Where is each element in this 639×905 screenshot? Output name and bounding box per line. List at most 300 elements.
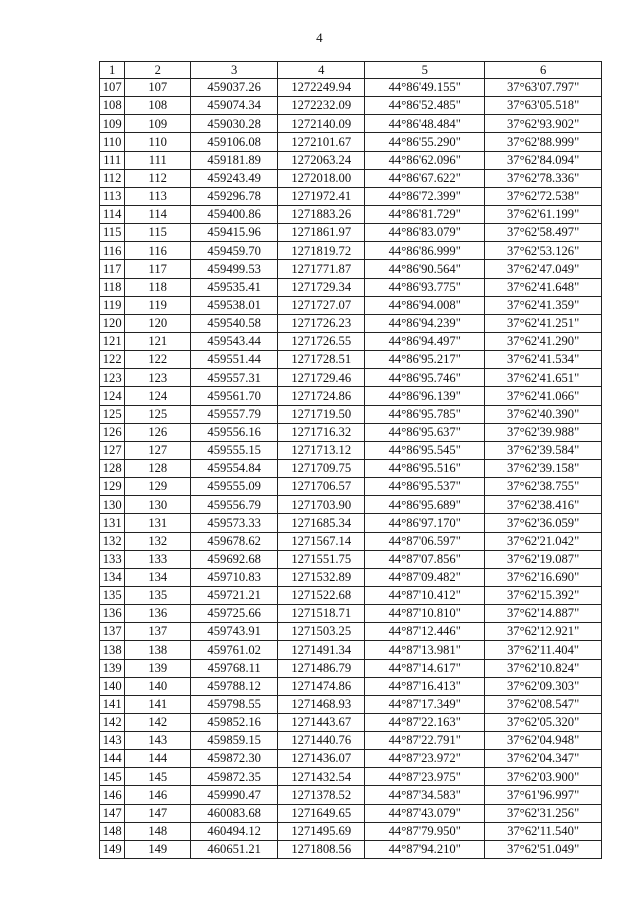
cell-longitude: 37°62'04.948" <box>485 732 602 750</box>
cell-x-coordinate: 459030.28 <box>191 115 278 133</box>
cell-point-label: 114 <box>125 205 191 223</box>
table-row <box>100 659 602 677</box>
cell-x-coordinate: 460083.68 <box>191 804 278 822</box>
cell-longitude: 37°62'16.690" <box>485 568 602 586</box>
cell-point-label: 119 <box>125 296 191 314</box>
cell-y-coordinate: 1271883.26 <box>278 205 365 223</box>
cell-longitude: 37°62'39.988" <box>485 423 602 441</box>
cell-point-label: 115 <box>125 224 191 242</box>
cell-x-coordinate: 459074.34 <box>191 97 278 115</box>
cell-x-coordinate: 459798.55 <box>191 695 278 713</box>
cell-y-coordinate: 1271861.97 <box>278 224 365 242</box>
cell-x-coordinate: 459459.70 <box>191 242 278 260</box>
table-row <box>100 550 602 568</box>
cell-longitude: 37°62'47.049" <box>485 260 602 278</box>
cell-point-label: 110 <box>125 133 191 151</box>
cell-latitude: 44°87'14.617" <box>365 659 485 677</box>
table-row <box>100 677 602 695</box>
cell-point-label: 148 <box>125 822 191 840</box>
cell-point-label: 127 <box>125 441 191 459</box>
cell-latitude: 44°86'90.564" <box>365 260 485 278</box>
cell-x-coordinate: 459556.79 <box>191 496 278 514</box>
cell-y-coordinate: 1271727.07 <box>278 296 365 314</box>
cell-latitude: 44°87'12.446" <box>365 623 485 641</box>
table-row <box>100 369 602 387</box>
cell-latitude: 44°86'97.170" <box>365 514 485 532</box>
cell-latitude: 44°86'95.545" <box>365 441 485 459</box>
cell-longitude: 37°62'12.921" <box>485 623 602 641</box>
cell-point-label: 124 <box>125 387 191 405</box>
table-row <box>100 79 602 97</box>
cell-point-number: 132 <box>100 532 125 550</box>
cell-point-number: 135 <box>100 586 125 604</box>
cell-point-label: 121 <box>125 332 191 350</box>
cell-y-coordinate: 1271440.76 <box>278 732 365 750</box>
cell-point-label: 130 <box>125 496 191 514</box>
cell-point-number: 118 <box>100 278 125 296</box>
cell-y-coordinate: 1271726.23 <box>278 314 365 332</box>
cell-longitude: 37°62'14.887" <box>485 605 602 623</box>
cell-y-coordinate: 1271726.55 <box>278 332 365 350</box>
cell-point-number: 138 <box>100 641 125 659</box>
cell-point-number: 130 <box>100 496 125 514</box>
cell-longitude: 37°62'38.416" <box>485 496 602 514</box>
table-row <box>100 750 602 768</box>
cell-y-coordinate: 1271685.34 <box>278 514 365 532</box>
cell-point-number: 129 <box>100 478 125 496</box>
cell-point-label: 138 <box>125 641 191 659</box>
cell-point-label: 141 <box>125 695 191 713</box>
cell-latitude: 44°86'95.537" <box>365 478 485 496</box>
cell-longitude: 37°63'05.518" <box>485 97 602 115</box>
cell-point-label: 140 <box>125 677 191 695</box>
cell-y-coordinate: 1271729.34 <box>278 278 365 296</box>
cell-x-coordinate: 459788.12 <box>191 677 278 695</box>
cell-latitude: 44°87'79.950" <box>365 822 485 840</box>
cell-latitude: 44°86'55.290" <box>365 133 485 151</box>
table-row <box>100 387 602 405</box>
table-row <box>100 768 602 786</box>
column-header-2: 2 <box>125 62 191 79</box>
cell-x-coordinate: 459543.44 <box>191 332 278 350</box>
cell-longitude: 37°62'19.087" <box>485 550 602 568</box>
cell-point-number: 139 <box>100 659 125 677</box>
cell-longitude: 37°62'21.042" <box>485 532 602 550</box>
cell-x-coordinate: 460494.12 <box>191 822 278 840</box>
cell-x-coordinate: 459557.79 <box>191 405 278 423</box>
cell-x-coordinate: 459037.26 <box>191 79 278 97</box>
cell-point-number: 131 <box>100 514 125 532</box>
cell-longitude: 37°62'39.584" <box>485 441 602 459</box>
cell-point-label: 146 <box>125 786 191 804</box>
cell-y-coordinate: 1272140.09 <box>278 115 365 133</box>
cell-point-label: 135 <box>125 586 191 604</box>
cell-point-label: 113 <box>125 187 191 205</box>
cell-y-coordinate: 1271703.90 <box>278 496 365 514</box>
cell-point-number: 147 <box>100 804 125 822</box>
cell-latitude: 44°86'83.079" <box>365 224 485 242</box>
cell-latitude: 44°87'17.349" <box>365 695 485 713</box>
cell-latitude: 44°86'81.729" <box>365 205 485 223</box>
cell-point-number: 122 <box>100 351 125 369</box>
cell-latitude: 44°86'94.008" <box>365 296 485 314</box>
table-row <box>100 169 602 187</box>
table-row <box>100 732 602 750</box>
cell-longitude: 37°62'31.256" <box>485 804 602 822</box>
column-header-4: 4 <box>278 62 365 79</box>
cell-x-coordinate: 459990.47 <box>191 786 278 804</box>
cell-point-number: 144 <box>100 750 125 768</box>
cell-longitude: 37°62'41.359" <box>485 296 602 314</box>
column-header-1: 1 <box>100 62 125 79</box>
cell-longitude: 37°62'41.066" <box>485 387 602 405</box>
cell-latitude: 44°86'95.785" <box>365 405 485 423</box>
cell-point-label: 133 <box>125 550 191 568</box>
cell-point-number: 121 <box>100 332 125 350</box>
cell-y-coordinate: 1271719.50 <box>278 405 365 423</box>
table-row <box>100 478 602 496</box>
cell-y-coordinate: 1271551.75 <box>278 550 365 568</box>
cell-point-number: 133 <box>100 550 125 568</box>
cell-x-coordinate: 459556.16 <box>191 423 278 441</box>
cell-y-coordinate: 1272018.00 <box>278 169 365 187</box>
cell-y-coordinate: 1271771.87 <box>278 260 365 278</box>
cell-longitude: 37°62'41.651" <box>485 369 602 387</box>
cell-latitude: 44°86'95.689" <box>365 496 485 514</box>
table-row <box>100 459 602 477</box>
cell-point-label: 116 <box>125 242 191 260</box>
cell-latitude: 44°86'93.775" <box>365 278 485 296</box>
cell-x-coordinate: 459535.41 <box>191 278 278 296</box>
cell-point-label: 107 <box>125 79 191 97</box>
table-row <box>100 97 602 115</box>
cell-x-coordinate: 459538.01 <box>191 296 278 314</box>
cell-y-coordinate: 1271709.75 <box>278 459 365 477</box>
column-header-3: 3 <box>191 62 278 79</box>
table-row <box>100 713 602 731</box>
cell-y-coordinate: 1271486.79 <box>278 659 365 677</box>
table-row <box>100 242 602 260</box>
cell-point-label: 123 <box>125 369 191 387</box>
cell-point-label: 117 <box>125 260 191 278</box>
table-row <box>100 187 602 205</box>
table-row <box>100 822 602 840</box>
cell-latitude: 44°86'48.484" <box>365 115 485 133</box>
cell-point-label: 118 <box>125 278 191 296</box>
cell-latitude: 44°86'49.155" <box>365 79 485 97</box>
cell-point-number: 149 <box>100 840 125 858</box>
table-row <box>100 278 602 296</box>
cell-point-number: 117 <box>100 260 125 278</box>
cell-longitude: 37°62'61.199" <box>485 205 602 223</box>
cell-longitude: 37°62'41.290" <box>485 332 602 350</box>
cell-point-number: 145 <box>100 768 125 786</box>
cell-longitude: 37°62'05.320" <box>485 713 602 731</box>
table-row <box>100 804 602 822</box>
cell-latitude: 44°86'95.637" <box>365 423 485 441</box>
cell-point-number: 136 <box>100 605 125 623</box>
cell-latitude: 44°87'22.163" <box>365 713 485 731</box>
cell-point-label: 143 <box>125 732 191 750</box>
cell-point-number: 123 <box>100 369 125 387</box>
table-row <box>100 405 602 423</box>
cell-x-coordinate: 459540.58 <box>191 314 278 332</box>
table-row <box>100 151 602 169</box>
cell-latitude: 44°87'43.079" <box>365 804 485 822</box>
cell-point-number: 110 <box>100 133 125 151</box>
cell-longitude: 37°62'03.900" <box>485 768 602 786</box>
cell-latitude: 44°86'96.139" <box>365 387 485 405</box>
cell-point-label: 132 <box>125 532 191 550</box>
table-row <box>100 514 602 532</box>
cell-point-number: 116 <box>100 242 125 260</box>
table-header-row <box>100 62 602 79</box>
cell-x-coordinate: 459710.83 <box>191 568 278 586</box>
cell-y-coordinate: 1271972.41 <box>278 187 365 205</box>
cell-x-coordinate: 459761.02 <box>191 641 278 659</box>
cell-y-coordinate: 1271518.71 <box>278 605 365 623</box>
cell-latitude: 44°87'06.597" <box>365 532 485 550</box>
table-row <box>100 441 602 459</box>
cell-x-coordinate: 459561.70 <box>191 387 278 405</box>
cell-longitude: 37°62'41.251" <box>485 314 602 332</box>
cell-latitude: 44°87'07.856" <box>365 550 485 568</box>
cell-latitude: 44°87'22.791" <box>365 732 485 750</box>
cell-longitude: 37°62'84.094" <box>485 151 602 169</box>
cell-longitude: 37°62'09.303" <box>485 677 602 695</box>
cell-point-number: 108 <box>100 97 125 115</box>
table-row <box>100 260 602 278</box>
coordinates-table <box>99 61 602 859</box>
cell-latitude: 44°87'10.412" <box>365 586 485 604</box>
cell-point-number: 142 <box>100 713 125 731</box>
cell-latitude: 44°87'10.810" <box>365 605 485 623</box>
cell-latitude: 44°86'95.746" <box>365 369 485 387</box>
cell-x-coordinate: 459551.44 <box>191 351 278 369</box>
table-row <box>100 115 602 133</box>
table-row <box>100 586 602 604</box>
cell-y-coordinate: 1271436.07 <box>278 750 365 768</box>
cell-point-number: 115 <box>100 224 125 242</box>
cell-point-number: 112 <box>100 169 125 187</box>
cell-x-coordinate: 459557.31 <box>191 369 278 387</box>
cell-y-coordinate: 1271819.72 <box>278 242 365 260</box>
cell-point-label: 126 <box>125 423 191 441</box>
cell-x-coordinate: 459400.86 <box>191 205 278 223</box>
cell-latitude: 44°87'23.972" <box>365 750 485 768</box>
cell-point-number: 141 <box>100 695 125 713</box>
cell-longitude: 37°63'07.797" <box>485 79 602 97</box>
cell-point-number: 124 <box>100 387 125 405</box>
cell-latitude: 44°87'16.413" <box>365 677 485 695</box>
cell-y-coordinate: 1272063.24 <box>278 151 365 169</box>
cell-x-coordinate: 459573.33 <box>191 514 278 532</box>
cell-y-coordinate: 1271724.86 <box>278 387 365 405</box>
cell-point-number: 146 <box>100 786 125 804</box>
cell-x-coordinate: 459555.09 <box>191 478 278 496</box>
cell-y-coordinate: 1271503.25 <box>278 623 365 641</box>
cell-longitude: 37°62'08.547" <box>485 695 602 713</box>
cell-x-coordinate: 459106.08 <box>191 133 278 151</box>
cell-x-coordinate: 459692.68 <box>191 550 278 568</box>
cell-longitude: 37°62'15.392" <box>485 586 602 604</box>
cell-point-number: 128 <box>100 459 125 477</box>
table-row <box>100 496 602 514</box>
cell-y-coordinate: 1271649.65 <box>278 804 365 822</box>
cell-latitude: 44°86'62.096" <box>365 151 485 169</box>
cell-longitude: 37°62'11.404" <box>485 641 602 659</box>
cell-latitude: 44°87'34.583" <box>365 786 485 804</box>
table-row <box>100 532 602 550</box>
cell-longitude: 37°62'93.902" <box>485 115 602 133</box>
cell-longitude: 37°62'36.059" <box>485 514 602 532</box>
cell-longitude: 37°62'04.347" <box>485 750 602 768</box>
cell-x-coordinate: 459852.16 <box>191 713 278 731</box>
table-row <box>100 786 602 804</box>
cell-x-coordinate: 459181.89 <box>191 151 278 169</box>
cell-point-number: 107 <box>100 79 125 97</box>
table-row <box>100 695 602 713</box>
cell-point-label: 149 <box>125 840 191 858</box>
cell-point-label: 142 <box>125 713 191 731</box>
column-header-6: 6 <box>485 62 602 79</box>
table-row <box>100 605 602 623</box>
table-row <box>100 296 602 314</box>
cell-point-number: 125 <box>100 405 125 423</box>
cell-point-number: 134 <box>100 568 125 586</box>
cell-y-coordinate: 1271808.56 <box>278 840 365 858</box>
cell-x-coordinate: 460651.21 <box>191 840 278 858</box>
cell-point-label: 134 <box>125 568 191 586</box>
cell-latitude: 44°87'94.210" <box>365 840 485 858</box>
cell-latitude: 44°87'13.981" <box>365 641 485 659</box>
cell-y-coordinate: 1271522.68 <box>278 586 365 604</box>
cell-y-coordinate: 1271713.12 <box>278 441 365 459</box>
cell-point-label: 128 <box>125 459 191 477</box>
cell-point-label: 131 <box>125 514 191 532</box>
cell-x-coordinate: 459555.15 <box>191 441 278 459</box>
cell-x-coordinate: 459768.11 <box>191 659 278 677</box>
cell-point-label: 136 <box>125 605 191 623</box>
cell-y-coordinate: 1271532.89 <box>278 568 365 586</box>
table-row <box>100 623 602 641</box>
cell-longitude: 37°62'78.336" <box>485 169 602 187</box>
cell-x-coordinate: 459415.96 <box>191 224 278 242</box>
cell-x-coordinate: 459872.35 <box>191 768 278 786</box>
cell-point-label: 145 <box>125 768 191 786</box>
table-row <box>100 332 602 350</box>
cell-longitude: 37°62'10.824" <box>485 659 602 677</box>
cell-x-coordinate: 459872.30 <box>191 750 278 768</box>
table-row <box>100 423 602 441</box>
cell-y-coordinate: 1271474.86 <box>278 677 365 695</box>
table-row <box>100 133 602 151</box>
cell-latitude: 44°86'72.399" <box>365 187 485 205</box>
cell-point-number: 113 <box>100 187 125 205</box>
table-body <box>100 79 602 859</box>
cell-y-coordinate: 1271706.57 <box>278 478 365 496</box>
cell-y-coordinate: 1272232.09 <box>278 97 365 115</box>
cell-y-coordinate: 1271728.51 <box>278 351 365 369</box>
cell-longitude: 37°62'39.158" <box>485 459 602 477</box>
cell-x-coordinate: 459678.62 <box>191 532 278 550</box>
cell-x-coordinate: 459499.53 <box>191 260 278 278</box>
cell-point-label: 125 <box>125 405 191 423</box>
cell-point-number: 137 <box>100 623 125 641</box>
cell-latitude: 44°86'95.217" <box>365 351 485 369</box>
cell-longitude: 37°62'58.497" <box>485 224 602 242</box>
cell-point-label: 122 <box>125 351 191 369</box>
cell-y-coordinate: 1271495.69 <box>278 822 365 840</box>
cell-y-coordinate: 1271468.93 <box>278 695 365 713</box>
cell-point-number: 109 <box>100 115 125 133</box>
cell-point-label: 108 <box>125 97 191 115</box>
cell-x-coordinate: 459554.84 <box>191 459 278 477</box>
cell-y-coordinate: 1271567.14 <box>278 532 365 550</box>
table-row <box>100 568 602 586</box>
cell-point-number: 140 <box>100 677 125 695</box>
cell-latitude: 44°87'09.482" <box>365 568 485 586</box>
page-number: 4 <box>316 30 323 45</box>
cell-x-coordinate: 459243.49 <box>191 169 278 187</box>
cell-x-coordinate: 459721.21 <box>191 586 278 604</box>
table-row <box>100 351 602 369</box>
cell-x-coordinate: 459743.91 <box>191 623 278 641</box>
cell-point-number: 114 <box>100 205 125 223</box>
cell-y-coordinate: 1272249.94 <box>278 79 365 97</box>
cell-longitude: 37°62'72.538" <box>485 187 602 205</box>
cell-point-number: 120 <box>100 314 125 332</box>
cell-longitude: 37°62'41.534" <box>485 351 602 369</box>
cell-point-label: 120 <box>125 314 191 332</box>
cell-y-coordinate: 1271729.46 <box>278 369 365 387</box>
cell-y-coordinate: 1271716.32 <box>278 423 365 441</box>
cell-y-coordinate: 1271491.34 <box>278 641 365 659</box>
cell-latitude: 44°86'94.239" <box>365 314 485 332</box>
cell-y-coordinate: 1271378.52 <box>278 786 365 804</box>
cell-latitude: 44°86'67.622" <box>365 169 485 187</box>
cell-point-number: 126 <box>100 423 125 441</box>
cell-point-label: 129 <box>125 478 191 496</box>
cell-point-label: 147 <box>125 804 191 822</box>
cell-point-label: 144 <box>125 750 191 768</box>
cell-y-coordinate: 1271432.54 <box>278 768 365 786</box>
cell-longitude: 37°62'53.126" <box>485 242 602 260</box>
column-header-5: 5 <box>365 62 485 79</box>
cell-longitude: 37°62'40.390" <box>485 405 602 423</box>
cell-x-coordinate: 459859.15 <box>191 732 278 750</box>
cell-longitude: 37°62'51.049" <box>485 840 602 858</box>
table-row <box>100 840 602 858</box>
cell-longitude: 37°62'88.999" <box>485 133 602 151</box>
cell-point-number: 143 <box>100 732 125 750</box>
cell-point-number: 127 <box>100 441 125 459</box>
cell-y-coordinate: 1272101.67 <box>278 133 365 151</box>
cell-point-label: 139 <box>125 659 191 677</box>
cell-longitude: 37°62'41.648" <box>485 278 602 296</box>
cell-x-coordinate: 459725.66 <box>191 605 278 623</box>
cell-x-coordinate: 459296.78 <box>191 187 278 205</box>
table-row <box>100 641 602 659</box>
cell-latitude: 44°86'94.497" <box>365 332 485 350</box>
cell-longitude: 37°61'96.997" <box>485 786 602 804</box>
cell-point-label: 111 <box>125 151 191 169</box>
cell-longitude: 37°62'11.540" <box>485 822 602 840</box>
cell-point-label: 112 <box>125 169 191 187</box>
cell-point-number: 111 <box>100 151 125 169</box>
table-row <box>100 314 602 332</box>
cell-longitude: 37°62'38.755" <box>485 478 602 496</box>
